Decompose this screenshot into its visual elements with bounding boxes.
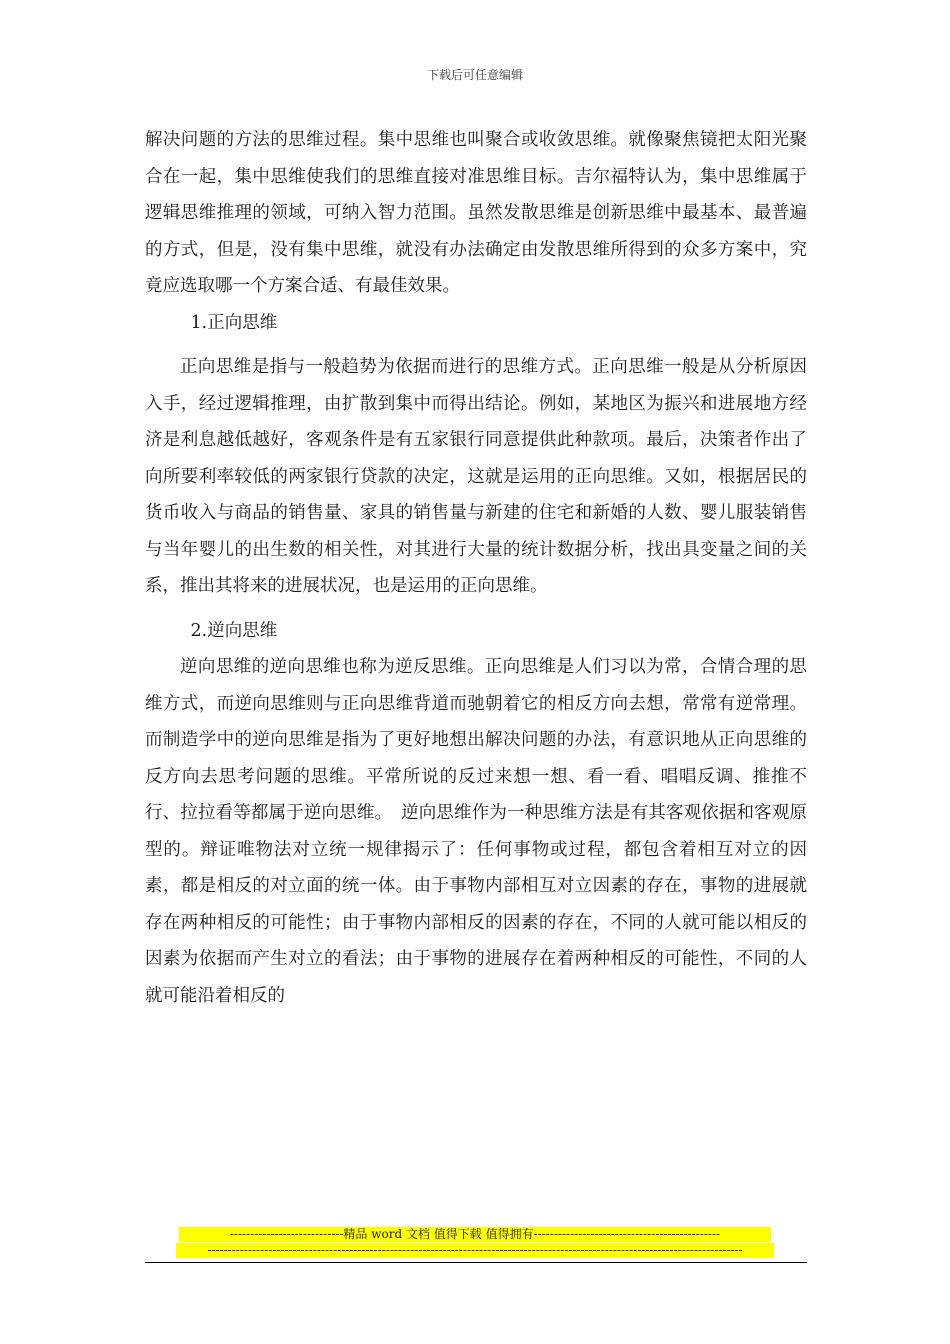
footer-dash-line: ------------------------------------------------------------------------------------------------------------------------------------	[176, 1243, 774, 1258]
footer-rule	[145, 1262, 807, 1263]
paragraph-forward-thinking: 正向思维是指与一般趋势为依据而进行的思维方式。正向思维一般是从分析原因入手，经过逻辑推理，由扩散到集中而得出结论。例如，某地区为振兴和进展地方经济是利息越低越好，客观条件是有五家银行同意提供此种款项。最后，决策者作出了向所要利率较低的两家银行贷款的决定，这就是运用的正向思维。又如，根据居民的货币收入与商品的销售量、家具的销售量与新建的住宅和新婚的人数、婴儿服装销售与当年婴儿的出生数的相关性，对其进行大量的统计数据分析，找出具变量之间的关系，推出其将来的进展状况，也是运用的正向思维。	[145, 357, 807, 596]
footer-banner-line: ----------------------------精品 word 文档 值得下载 值得拥有----------------------------------------------	[179, 1227, 771, 1242]
page-footer	[0, 1227, 950, 1258]
paragraph-reverse-thinking: 逆向思维的逆向思维也称为逆反思维。正向思维是人们习以为常，合情合理的思维方式，而逆向思维则与正向思维背道而驰朝着它的相反方向去想，常常有逆常理。而制造学中的逆向思维是指为了更好地想出解决问题的办法，有意识地从正向思维的反方向去思考问题的思维。平常所说的反过来想一想、看一看、唱唱反调、推推不行、拉拉看等都属于逆向思维。 逆向思维作为一种思维方法是有其客观依据和客观原型的。辩证唯物法对立统一规律揭示了：任何事物或过程，都包含着相互对立的因素，都是相反的对立面的统一体。由于事物内部相互对立因素的存在，事物的进展就存在两种相反的可能性；由于事物内部相反的因素的存在，不同的人就可能以相反的因素为依据而产生对立的看法；由于事物的进展存在着两种相反的可能性，不同的人就可能沿着相反的	[145, 657, 807, 1006]
page-header: 下载后可任意编辑	[426, 68, 523, 82]
section-heading-forward-thinking: 1.正向思维	[190, 312, 278, 333]
document-body	[145, 122, 807, 1014]
paragraph-intro: 解决问题的方法的思维过程。集中思维也叫聚合或收敛思维。就像聚焦镜把太阳光聚合在一起，集中思维使我们的思维直接对准思维目标。吉尔福特认为，集中思维属于逻辑思维推理的领域，可纳入智力范围。虽然发散思维是创新思维中最基本、最普遍的方式，但是，没有集中思维，就没有办法确定由发散思维所得到的众多方案中，究竟应选取哪一个方案合适、有最佳效果。	[145, 130, 807, 296]
section-heading-reverse-thinking: 2.逆向思维	[190, 620, 278, 641]
